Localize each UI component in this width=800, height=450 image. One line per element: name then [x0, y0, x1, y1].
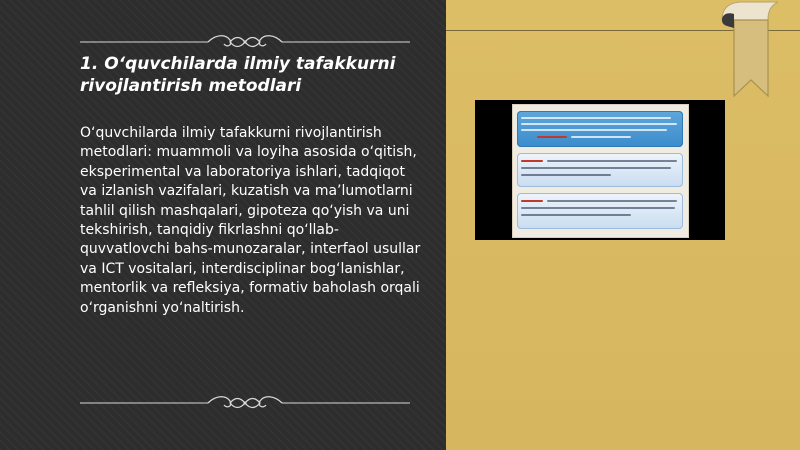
- bookmark-ribbon-icon: [720, 0, 784, 100]
- slide-thumbnail: [512, 104, 689, 238]
- slide-title: 1. O‘quvchilarda ilmiy tafakkurni rivojlantirish metodlari: [80, 54, 396, 96]
- flourish-divider-icon: [80, 393, 410, 413]
- flourish-divider-icon: [80, 32, 410, 52]
- slide-body: O‘quvchilarda ilmiy tafakkurni rivojlantirish metodlari: muammoli va loyiha asosida o‘qitish, eksperimental va laboratoriya ishlari, tadqiqot va izlanish vazifalari, kuzatish va ma’lumotlarni tahlil qilish mashqalari, gipoteza qo‘yish va uni tekshirish, tanqidiy fikrlashni qo‘llab-quvvatlovchi bahs-munozaralar, interfaol usullar va ICT vositalari, interdisciplinar bog‘lanishlar, mentorlik va refleksiya, formativ baholash orqali o‘rganishni yo‘naltirish.: [80, 125, 421, 316]
- group-box-1: [517, 153, 683, 187]
- highlighted-box: [517, 111, 683, 147]
- embedded-slide-image: [475, 100, 725, 240]
- group-box-2: [517, 193, 683, 229]
